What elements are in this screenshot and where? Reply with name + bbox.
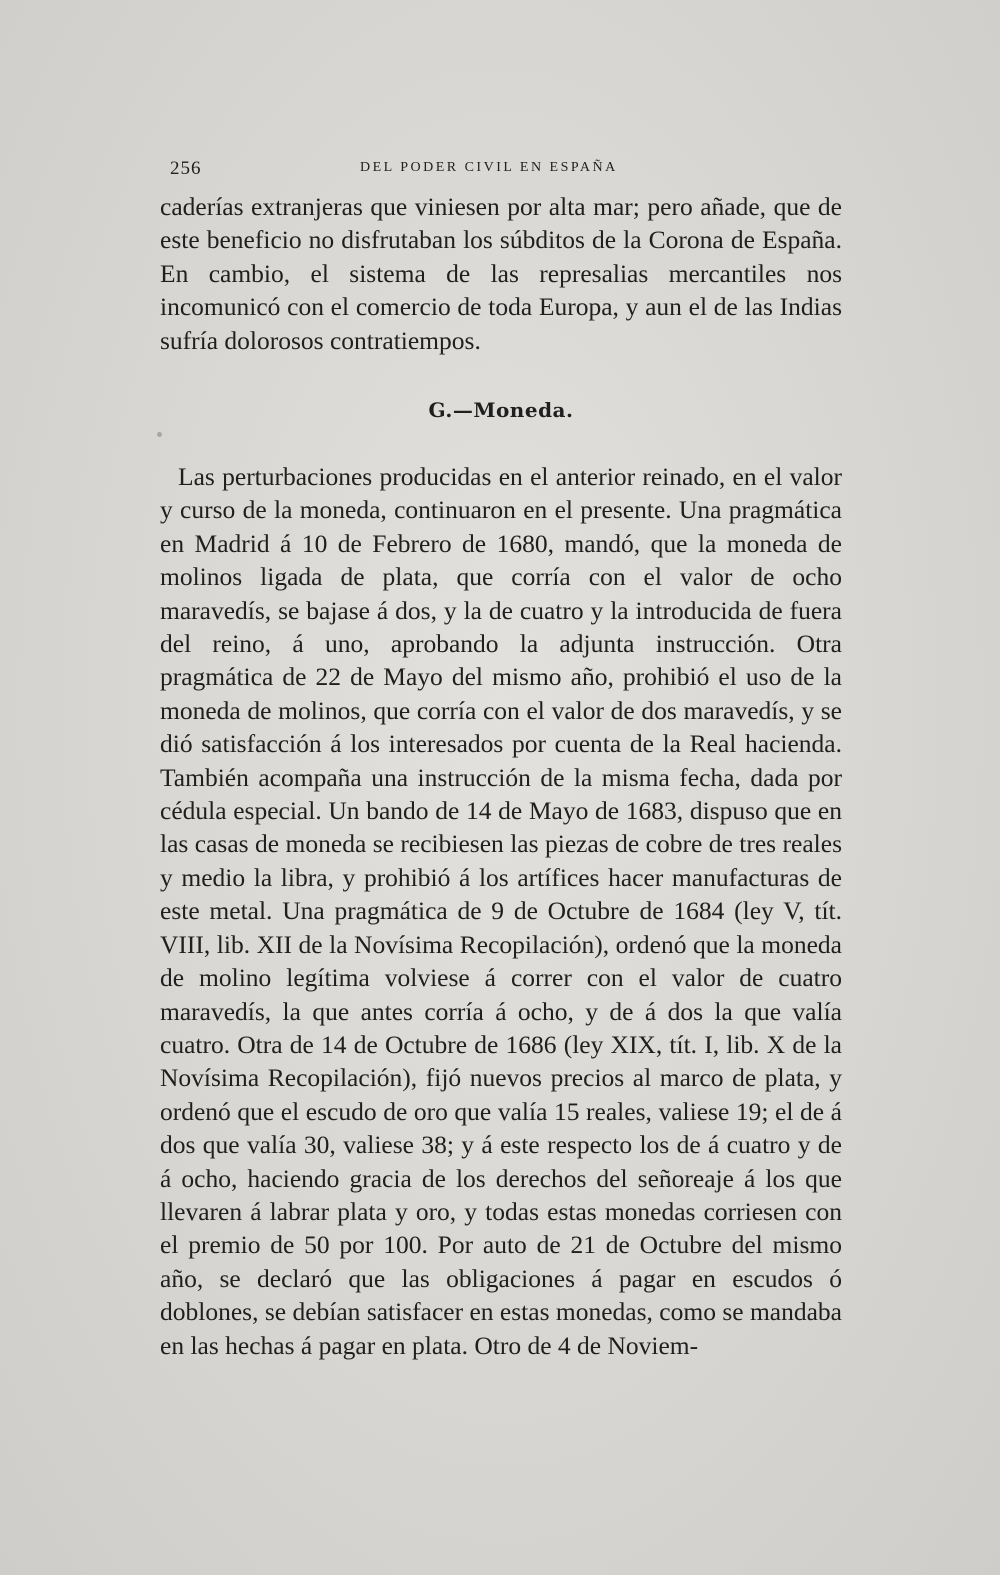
running-title: DEL PODER CIVIL EN ESPAÑA: [360, 160, 618, 175]
body-paragraph-1: caderías extranjeras que viniesen por alta mar; pero añade, que de este beneficio no disfrutaban los súbditos de la Corona de España. En cambio, el sistema de las represalias mercantiles nos incomunicó con el comercio de toda Europa, y aun el de las Indias sufría dolorosos contratiempos.: [160, 192, 842, 355]
page-number: 256: [170, 158, 202, 179]
body-paragraph-2: Las perturbaciones producidas en el anterior reinado, en el valor y curso de la moneda, continuaron en el presente. Una pragmática en Madrid á 10 de Febrero de 1680, mandó, que la moneda de molinos ligada de plata, que corría con el valor de ocho maravedís, se bajase á dos, y la de cuatro y la introducida de fuera del reino, á uno, aprobando la adjunta instrucción. Otra pragmática de 22 de Mayo del mismo año, prohibió el uso de la moneda de molinos, que corría con el valor de dos maravedís, y se dió satisfacción á los interesados por cuenta de la Real hacienda. También acompaña una instrucción de la misma fecha, dada por cédula especial. Un bando de 14 de Mayo de 1683, dispuso que en las casas de moneda se recibiesen las piezas de cobre de tres reales y medio la libra, y prohibió á los artífices hacer manufacturas de este metal. Una pragmática de 9 de Octubre de 1684 (ley V, tít. VIII, lib. XII de la Novísima Recopilación), ordenó que la moneda de molino legítima volviese á correr con el valor de cuatro maravedís, la que antes corría á ocho, y de á dos la que valía cuatro. Otra de 14 de Octubre de 1686 (ley XIX, tít. I, lib. X de la Novísima Recopilación), fijó nuevos precios al marco de plata, y ordenó que el escudo de oro que valía 15 reales, valiese 19; el de á dos que valía 30, valiese 38; y á este respecto los de á cuatro y de á ocho, haciendo gracia de los derechos del señoreaje á los que llevaren á labrar plata y oro, y todas estas monedas corriesen con el premio de 50 por 100. Por auto de 21 de Octubre del mismo año, se declaró que las obligaciones á pagar en escudos ó doblones, se debían satisfacer en estas monedas, como se mandaba en las hechas á pagar en plata. Otro de 4 de Noviem-: [160, 462, 842, 1360]
running-head: [160, 150, 840, 180]
ink-speck: [157, 432, 162, 437]
section-heading: G.—Moneda.: [428, 398, 574, 422]
